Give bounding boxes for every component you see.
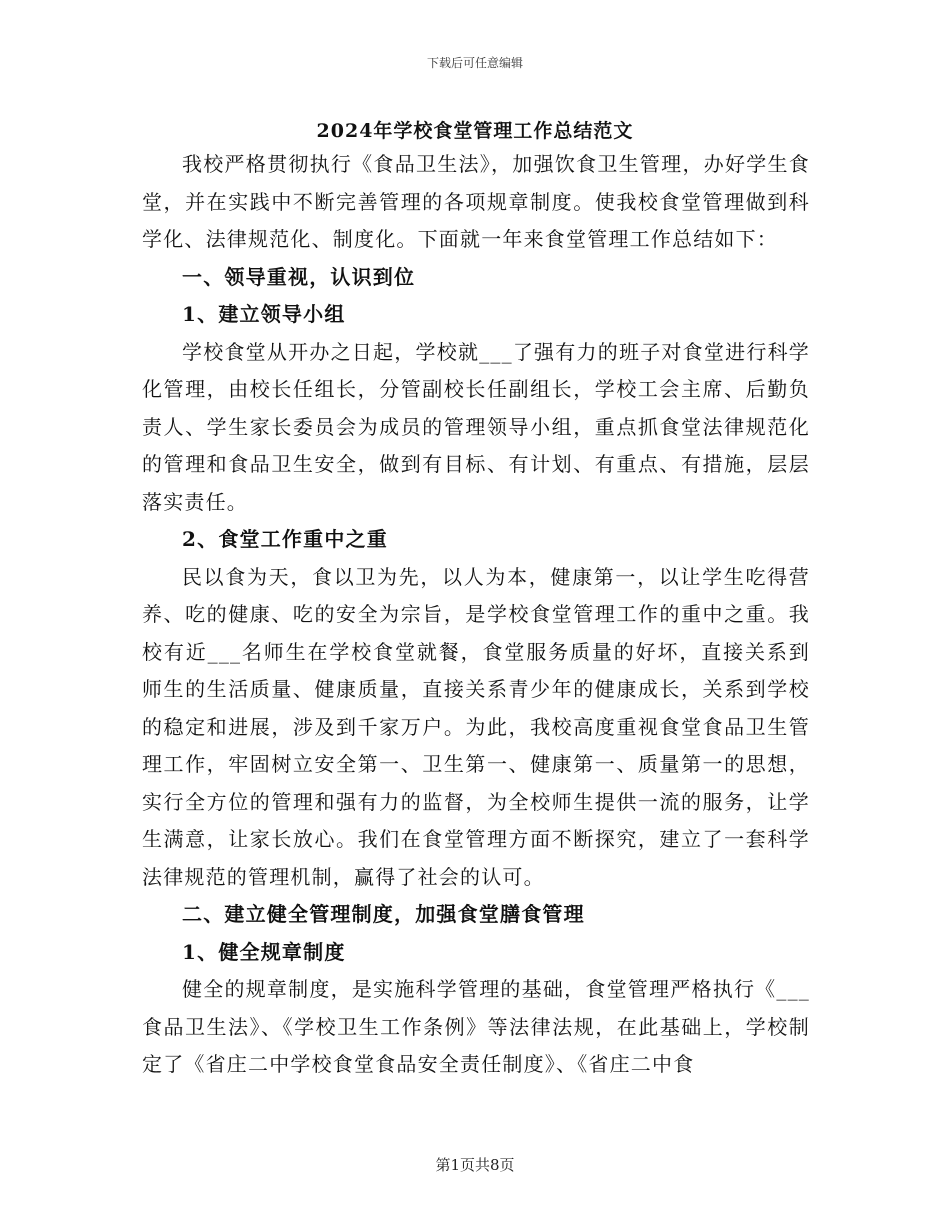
subsection-heading: 2、食堂工作重中之重 (182, 527, 388, 551)
document-body (142, 146, 810, 1084)
page-number-footer: 第1页共8页 (435, 1156, 515, 1174)
document-title: 2024年学校食堂管理工作总结范文 (316, 120, 634, 142)
subsection-heading: 1、建立领导小组 (182, 302, 346, 326)
section-heading: 一、领导重视，认识到位 (182, 264, 416, 289)
paragraph: 健全的规章制度，是实施科学管理的基础，食堂管理严格执行《___食品卫生法》、《学校卫生工作条例》等法律法规，在此基础上，学校制定了《省庄二中学校食堂食品安全责任制度》、《省庄二中食 (142, 977, 810, 1076)
section-heading: 二、建立健全管理制度，加强食堂膳食管理 (182, 902, 585, 926)
paragraph: 我校严格贯彻执行《食品卫生法》，加强饮食卫生管理，办好学生食堂，并在实践中不断完善管理的各项规章制度。使我校食堂管理做到科学化、法律规范化、制度化。下面就一年来食堂管理工作总结如下： (142, 152, 810, 251)
paragraph: 民以食为天，食以卫为先，以人为本，健康第一，以让学生吃得营养、吃的健康、吃的安全为宗旨，是学校食堂管理工作的重中之重。我校有近___名师生在学校食堂就餐，食堂服务质量的好坏，直接关系到师生的生活质量、健康质量，直接关系青少年的健康成长，关系到学校的稳定和进展，涉及到千家万户。为此，我校高度重视食堂食品卫生管理工作，牢固树立安全第一、卫生第一、健康第一、质量第一的思想，实行全方位的管理和强有力的监督，为全校师生提供一流的服务，让学生满意，让家长放心。我们在食堂管理方面不断探究，建立了一套科学法律规范的管理机制，赢得了社会的认可。 (142, 564, 810, 889)
header-note: 下载后可任意编辑 (426, 56, 523, 70)
subsection-heading: 1、健全规章制度 (182, 939, 346, 964)
paragraph: 学校食堂从开办之日起，学校就___了强有力的班子对食堂进行科学化管理，由校长任组长，分管副校长任副组长，学校工会主席、后勤负责人、学生家长委员会为成员的管理领导小组，重点抓食堂法律规范化的管理和食品卫生安全，做到有目标、有计划、有重点、有措施，层层落实责任。 (142, 339, 810, 514)
